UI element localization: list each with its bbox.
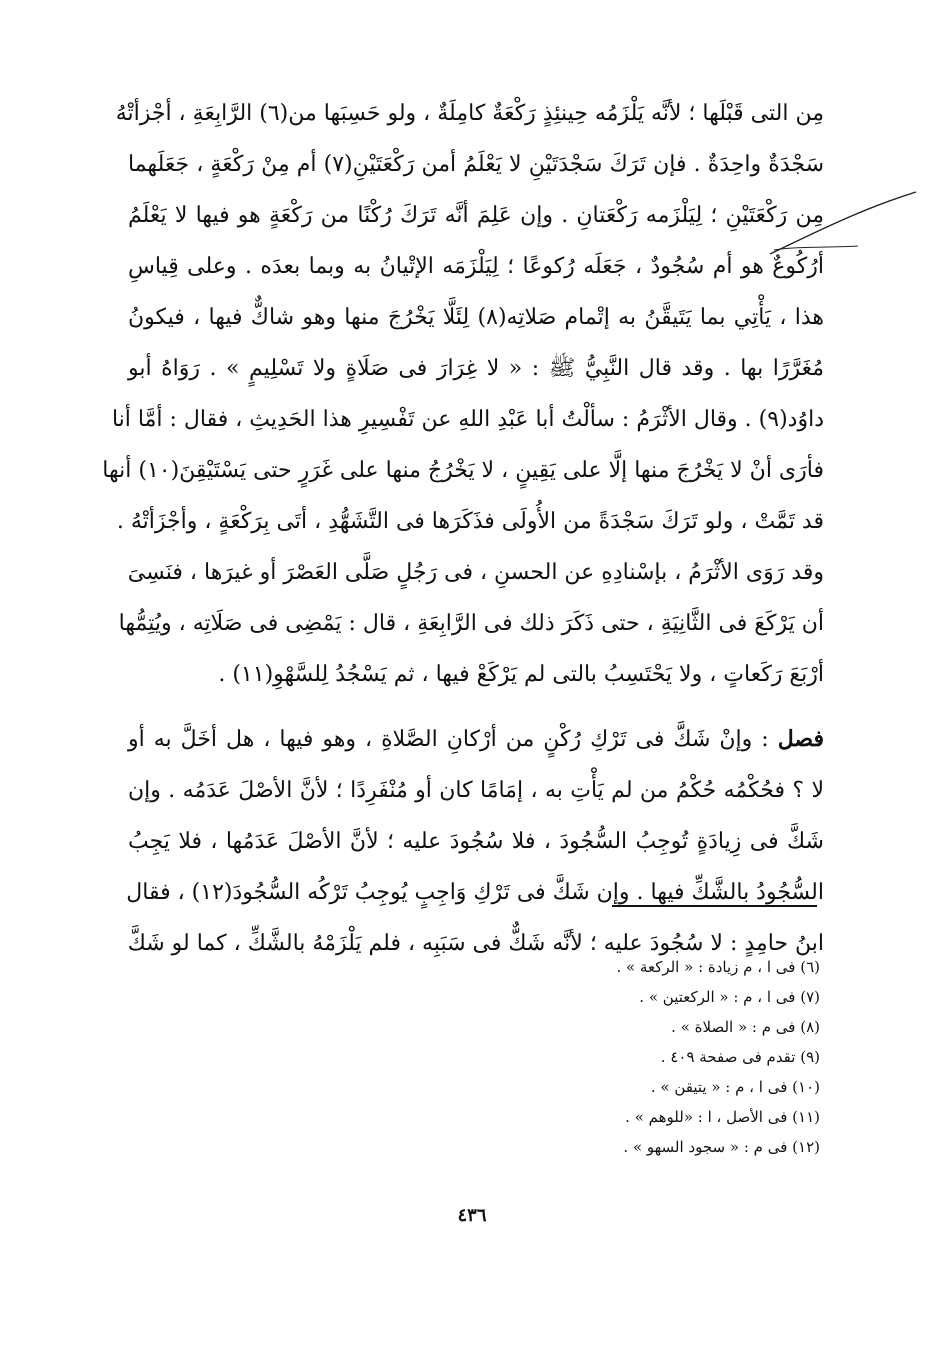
text-line: السُّجُودُ بالشَّكِّ فيها . وإن شَكَّ فى تَرْكِ وَاجِبٍ يُوجِبُ تَرْكُه السُّجُودَ(١٢) ، فقال	[126, 880, 824, 905]
footnote: (٨) فى م : « الصلاة » .	[671, 1018, 820, 1036]
text-line: مِن رَكْعَتَيْنِ ؛ لِيَلْزَمه رَكْعَتانِ . وإن عَلِمَ أنَّه تَرَكَ رُكْنًا من رَكْعَةٍ هو فيها لا يَعْلَمُ	[128, 203, 824, 228]
text-line: أرُكُوعٌ هو أم سُجُودٌ ، جَعَلَه رُكوعًا ؛ لِيَلْزَمَه الإتْيانُ به وبما بعدَه . وعلى قِياسِ	[128, 254, 824, 279]
text-line: ابنُ حامِدٍ : لا سُجُودَ عليه ؛ لأنَّه شَكٌّ فى سَبَبِه ، فلم يَلْزَمْهُ بالشَّكِّ ، كما لو شَكَّ	[127, 931, 824, 956]
paragraph-gap	[128, 700, 824, 714]
text-line: سَجْدَةٌ واحِدَةٌ . فإن تَرَكَ سَجْدَتَيْنِ لا يَعْلَمُ أمن رَكْعَتَيْنِ(٧) أم مِنْ رَكْعَةٍ ، جَعَلَهما	[128, 152, 824, 177]
text-line: هذا ، يَأْتِي بما يَتَيقَّنُ به إتْمام صَلاتِه(٨) لِئَلَّا يَخْرُجَ منها وهو شاكٌّ فيها ، فيكونُ	[128, 305, 824, 330]
footnotes	[400, 952, 820, 1162]
footnote-separator	[612, 905, 817, 907]
text-line: وقد رَوَى الأثْرَمُ ، بإسْنادِهِ عن الحسنِ ، فى رَجُلٍ صَلَّى العَصْرَ أو غيرَها ، فنَسِىَ	[127, 560, 824, 585]
footnote: (١٢) فى م : « سجود السهو » .	[623, 1138, 820, 1156]
text-line: مُغَرَّرًا بها . وقد قال النَّبِيُّ ﷺ : « لا غِرَارَ فى صَلَاةٍ ولا تَسْلِيمٍ » . رَوَاهُ أبو	[128, 356, 824, 381]
footnote: (٦) فى ا ، م زيادة : « الركعة » .	[616, 958, 820, 976]
text-line: قد تَمَّتْ ، ولو تَرَكَ سَجْدَةً من الأُولَى فذَكَرَها فى التَّشَهُّدِ ، أتَى بِرَكْعَةٍ ، وأجْزَأتْهُ .	[116, 509, 824, 534]
text-line: مِن التى قَبْلَها ؛ لأنَّه يَلْزَمُه حِينئِذٍ رَكْعَةٌ كامِلَةٌ ، ولو حَسِبَها من(٦) الرَّابِعَةِ ، أجْزأتْهُ	[115, 101, 824, 126]
text-run: : وإنْ شَكَّ فى تَرْكِ رُكْنٍ من أرْكانِ الصَّلاةِ ، وهو فيها ، هل أخَلَّ به أو	[128, 727, 769, 752]
section-heading: فصل	[777, 726, 824, 752]
text-line: أرْبَعَ رَكَعاتٍ ، ولا يَحْتَسِبُ بالتى لم يَرْكَعْ فيها ، ثم يَسْجُدُ لِلسَّهْوِ(١١) .	[218, 662, 824, 687]
main-text	[102, 88, 824, 969]
text-line	[128, 714, 824, 765]
text-line: فأرَى أنْ لا يَخْرُجَ منها إلَّا على يَقِينٍ ، لا يَخْرُجُ منها على غَرَرٍ حتى يَسْتَيْقِنَ(١٠) أنها	[102, 458, 824, 483]
text-line: داوُد(٩) . وقال الأثْرَمُ : سألْتُ أبا عَبْدِ اللهِ عن تَفْسِيرِ هذا الحَدِيثِ ، فقال : أمَّا أنا	[111, 407, 824, 432]
page-number: ٤٣٦	[457, 1205, 487, 1226]
footnote: (١٠) فى ا ، م : « يتيقن » .	[650, 1078, 820, 1096]
text-line: أن يَرْكَعَ فى الثَّانِيَةِ ، حتى ذَكَرَ ذلك فى الرَّابِعَةِ ، قال : يَمْضِى فى صَلَاتِه ، ويُتِمُّها	[118, 611, 824, 636]
footnote: (١١) فى الأصل ، ا : «للوهم » .	[625, 1108, 820, 1126]
text-line: شَكَّ فى زِيادَةٍ تُوجِبُ السُّجُودَ ، فلا سُجُودَ عليه ؛ لأنَّ الأصْلَ عَدَمُها ، فلا يَجِبُ	[128, 829, 824, 854]
text-line: لا ؟ فحُكْمُه حُكْمُ من لم يَأْتِ به ، إمَامًا كان أو مُنْفَرِدًا ؛ لأنَّ الأصْلَ عَدَمُه . وإن	[128, 778, 824, 803]
footnote: (٩) تقدم فى صفحة ٤٠٩ .	[660, 1048, 820, 1066]
footnote: (٧) فى ا ، م : « الركعتين » .	[639, 988, 820, 1006]
